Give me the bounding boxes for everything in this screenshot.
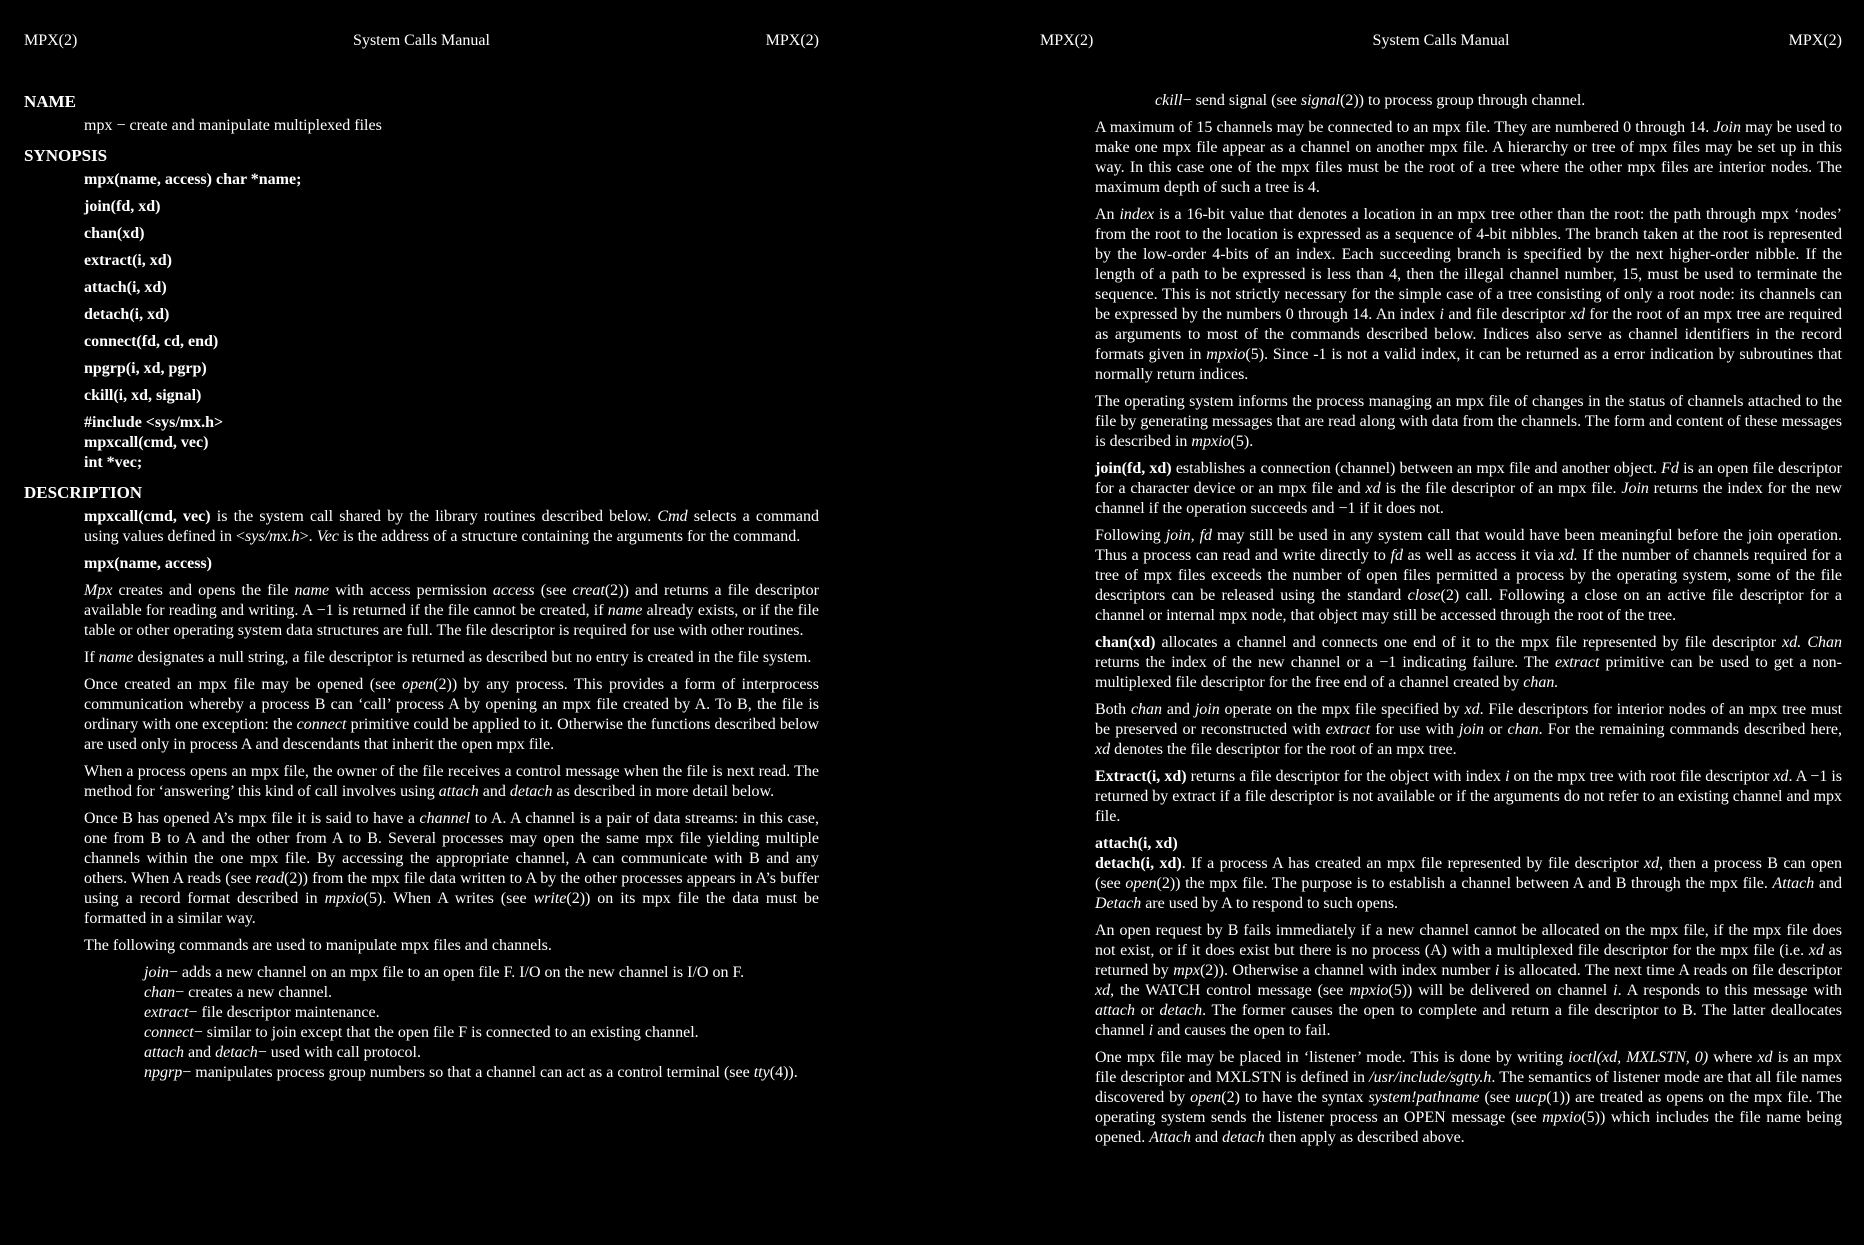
paragraph-mpx-creates: Mpx creates and opens the file name with access permission access (see creat(2)) and returns a file descriptor available for reading and writing. A −1 is returned if the file cannot be created, if name already exists, or if the file table or other operating system data structures are full. The file descriptor is required for use with other routines. — [84, 582, 820, 639]
header-title-left: MPX(2) — [1040, 32, 1094, 49]
mpxcall-line: mpxcall(cmd, vec) — [84, 434, 209, 451]
include-line: #include <sys/mx.h> — [84, 414, 224, 431]
manual-title: System Calls Manual — [1372, 32, 1510, 49]
synopsis-line-connect: connect(fd, cd, end) — [84, 333, 219, 350]
synopsis-line-extract: extract(i, xd) — [84, 252, 172, 269]
paragraph-null-string: If name designates a null string, a file descriptor is returned as described but no entry is created in the file system. — [84, 649, 812, 666]
paragraph-mpxcall: mpxcall(cmd, vec) is the system call shared by the library routines described below. Cmd selects a command using values defined in <sys/mx.h>. Vec is the address of a structure containing the arguments for the command. — [84, 508, 820, 545]
page-header-left — [24, 30, 819, 51]
paragraph-os-informs: The operating system informs the process managing an mpx file of changes in the status of channels attached to the file by generating messages that are read along with data from the channels. The form and content of these messages is described in mpxio(5). — [1095, 393, 1842, 450]
command-list-item-attach-detach: attach and detach− used with call protocol. — [144, 1044, 421, 1061]
command-list-item-ckill: ckill− send signal (see signal(2)) to process group through channel. — [1155, 92, 1586, 109]
synopsis-include-block — [84, 413, 819, 473]
page-header-right — [1040, 30, 1842, 51]
section-heading-synopsis: SYNOPSIS — [24, 146, 108, 165]
paragraph-listener-mode: One mpx file may be placed in ‘listener’ mode. This is done by writing ioctl(xd, MXLSTN, 0) where xd is an mpx file descriptor and MXLSTN is defined in /usr/include/sgtty.h. The semantics of listener mode are that all file names discovered by open(2) to have the syntax system!pathname (see uucp(1)) are treated as opens on the mpx file. The operating system sends the listener process an OPEN message (see mpxio(5)) which includes the file name being opened. Attach and detach then apply as described above. — [1095, 1049, 1843, 1146]
paragraph-index: An index is a 16-bit value that denotes a location in an mpx tree other than the root: the path through mpx ‘nodes’ from the root to the location is expressed as a sequence of 4-bit nibbles. The branch taken at the root is represented by the low-order 4-bits of an index. Each succeeding branch is specified by the next higher-order nibble. If the length of a path to be expressed is less than 4, then the illegal channel number, 15, must be used to terminate the sequence. This is not strictly necessary for the simple case of a tree consisting of only a root node: its channels can be expressed by the numbers 0 through 14. An index i and file descriptor xd for the root of an mpx tree are required as arguments to most of the commands described below. Indices also serve as channel identifiers in the record formats given in mpxio(5). Since -1 is not a valid index, it can be returned as a error indication by subroutines that normally return indices. — [1095, 206, 1843, 383]
paragraph-chan-xd: chan(xd) allocates a channel and connects one end of it to the mpx file represented by file descriptor xd. Chan returns the index of the new channel or a −1 indicating failure. The extract primitive can be used to get a non-multiplexed file descriptor for the free end of a channel created by chan. — [1095, 634, 1843, 691]
command-list — [144, 963, 819, 1083]
paragraph-extract-i-xd: Extract(i, xd) returns a file descriptor for the object with index i on the mpx tree with root file descriptor xd. A −1 is returned by extract if a file descriptor is not available or if the arguments do not refer to an existing channel and mpx file. — [1095, 768, 1843, 825]
command-list-item-join: join− adds a new channel on an mpx file to an open file F. I/O on the new channel is I/O on F. — [144, 964, 745, 981]
line-attach-i-xd: attach(i, xd) — [1095, 835, 1178, 852]
header-title-right: MPX(2) — [765, 32, 819, 49]
page-left — [24, 30, 819, 1083]
paragraph-open-request: An open request by B fails immediately if a new channel cannot be allocated on the mpx file, if the mpx file does not exist, or if it does exist but there is no process (A) with a multiplexed file descriptor for the mpx file (i.e. xd as returned by mpx(2)). Otherwise a channel with index number i is allocated. The next time A reads on file descriptor xd, the WATCH control message (see mpxio(5)) will be delivered on channel i. A responds to this message with attach or detach. The former causes the open to complete and return a file descriptor to B. The latter deallocates channel i and causes the open to fail. — [1095, 922, 1843, 1039]
int-vec-line: int *vec; — [84, 454, 143, 471]
subheading-mpx-name-access: mpx(name, access) — [84, 555, 212, 572]
synopsis-line-ckill: ckill(i, xd, signal) — [84, 387, 202, 404]
command-list-item-chan: chan− creates a new channel. — [144, 984, 333, 1001]
header-title-left: MPX(2) — [24, 32, 78, 49]
page-right — [1040, 30, 1842, 1155]
paragraph-channel: Once B has opened A’s mpx file it is said to have a channel to A. A channel is a pair of data streams: in this case, one from B to A and the other from A to B. Several processes may open the same mpx file yielding multiple channels within the one mpx file. By accessing the appropriate channel, A can communicate with B and any others. When A reads (see read(2)) from the mpx file data written to A by the other processes appears in A’s buffer using a record format described in mpxio(5). When A writes (see write(2)) on its mpx file the data must be formatted in a similar way. — [84, 810, 820, 927]
section-heading-name: NAME — [24, 92, 76, 111]
command-list-item-npgrp: npgrp− manipulates process group numbers so that a channel can act as a control terminal (see tty(4)). — [144, 1064, 798, 1081]
synopsis-line-detach: detach(i, xd) — [84, 306, 170, 323]
header-title-right: MPX(2) — [1788, 32, 1842, 49]
paragraph-both-chan-join: Both chan and join operate on the mpx file specified by xd. File descriptors for interior nodes of an mpx tree must be preserved or reconstructed with extract for use with join or chan. For the remaining commands described here, xd denotes the file descriptor for the root of an mpx tree. — [1095, 701, 1843, 758]
section-heading-description: DESCRIPTION — [24, 483, 143, 502]
synopsis-line-chan: chan(xd) — [84, 225, 145, 242]
paragraph-once-created: Once created an mpx file may be opened (see open(2)) by any process. This provides a form of interprocess communication whereby a process B can ‘call’ process A by opening an mpx file created by A. To B, the file is ordinary with one exception: the connect primitive could be applied to it. Otherwise the functions described below are used only in process A and descendants that inherit the open mpx file. — [84, 676, 820, 753]
synopsis-line-join: join(fd, xd) — [84, 198, 161, 215]
synopsis-line-attach: attach(i, xd) — [84, 279, 167, 296]
name-summary-line: mpx − create and manipulate multiplexed files — [84, 117, 382, 134]
paragraph-commands-intro: The following commands are used to manipulate mpx files and channels. — [84, 937, 552, 954]
manual-title: System Calls Manual — [353, 32, 490, 49]
paragraph-detach-i-xd: detach(i, xd). If a process A has created an mpx file represented by file descriptor xd, then a process B can open (see open(2)) the mpx file. The purpose is to establish a channel between A and B through the mpx file. Attach and Detach are used by A to respond to such opens. — [1095, 855, 1843, 912]
synopsis-line-npgrp: npgrp(i, xd, pgrp) — [84, 360, 207, 377]
paragraph-process-opens: When a process opens an mpx file, the owner of the file receives a control message when the file is next read. The method for ‘answering’ this kind of call involves using attach and detach as described in more detail below. — [84, 763, 819, 800]
paragraph-maximum-channels: A maximum of 15 channels may be connected to an mpx file. They are numbered 0 through 14. Join may be used to make one mpx file appear as a channel on another mpx file. A hierarchy or tree of mpx files may be set up in this way. In this case one of the mpx files must be the root of a tree where the other mpx files are interior nodes. The maximum depth of such a tree is 4. — [1095, 119, 1842, 196]
synopsis-line-mpx: mpx(name, access) char *name; — [84, 171, 302, 188]
paragraph-following-join: Following join, fd may still be used in any system call that would have been meaningful before the join operation. Thus a process can read and write directly to fd as well as access it via xd. If the number of channels required for a tree of mpx files exceeds the number of open files permitted a process by the operating system, some of the file descriptors can be released using the standard close(2) call. Following a close on an active file descriptor for a channel or internal mpx node, that object may still be accessed through the root of the tree. — [1095, 527, 1843, 624]
command-list-item-extract: extract− file descriptor maintenance. — [144, 1004, 380, 1021]
paragraph-join-fd-xd: join(fd, xd) establishes a connection (channel) between an mpx file and another object. Fd is an open file descriptor for a character device or an mpx file and xd is the file descriptor of an mpx file. Join returns the index for the new channel if the operation succeeds and −1 if it does not. — [1095, 460, 1843, 517]
command-list-item-connect: connect− similar to join except that the open file F is connected to an existing channel. — [144, 1024, 699, 1041]
